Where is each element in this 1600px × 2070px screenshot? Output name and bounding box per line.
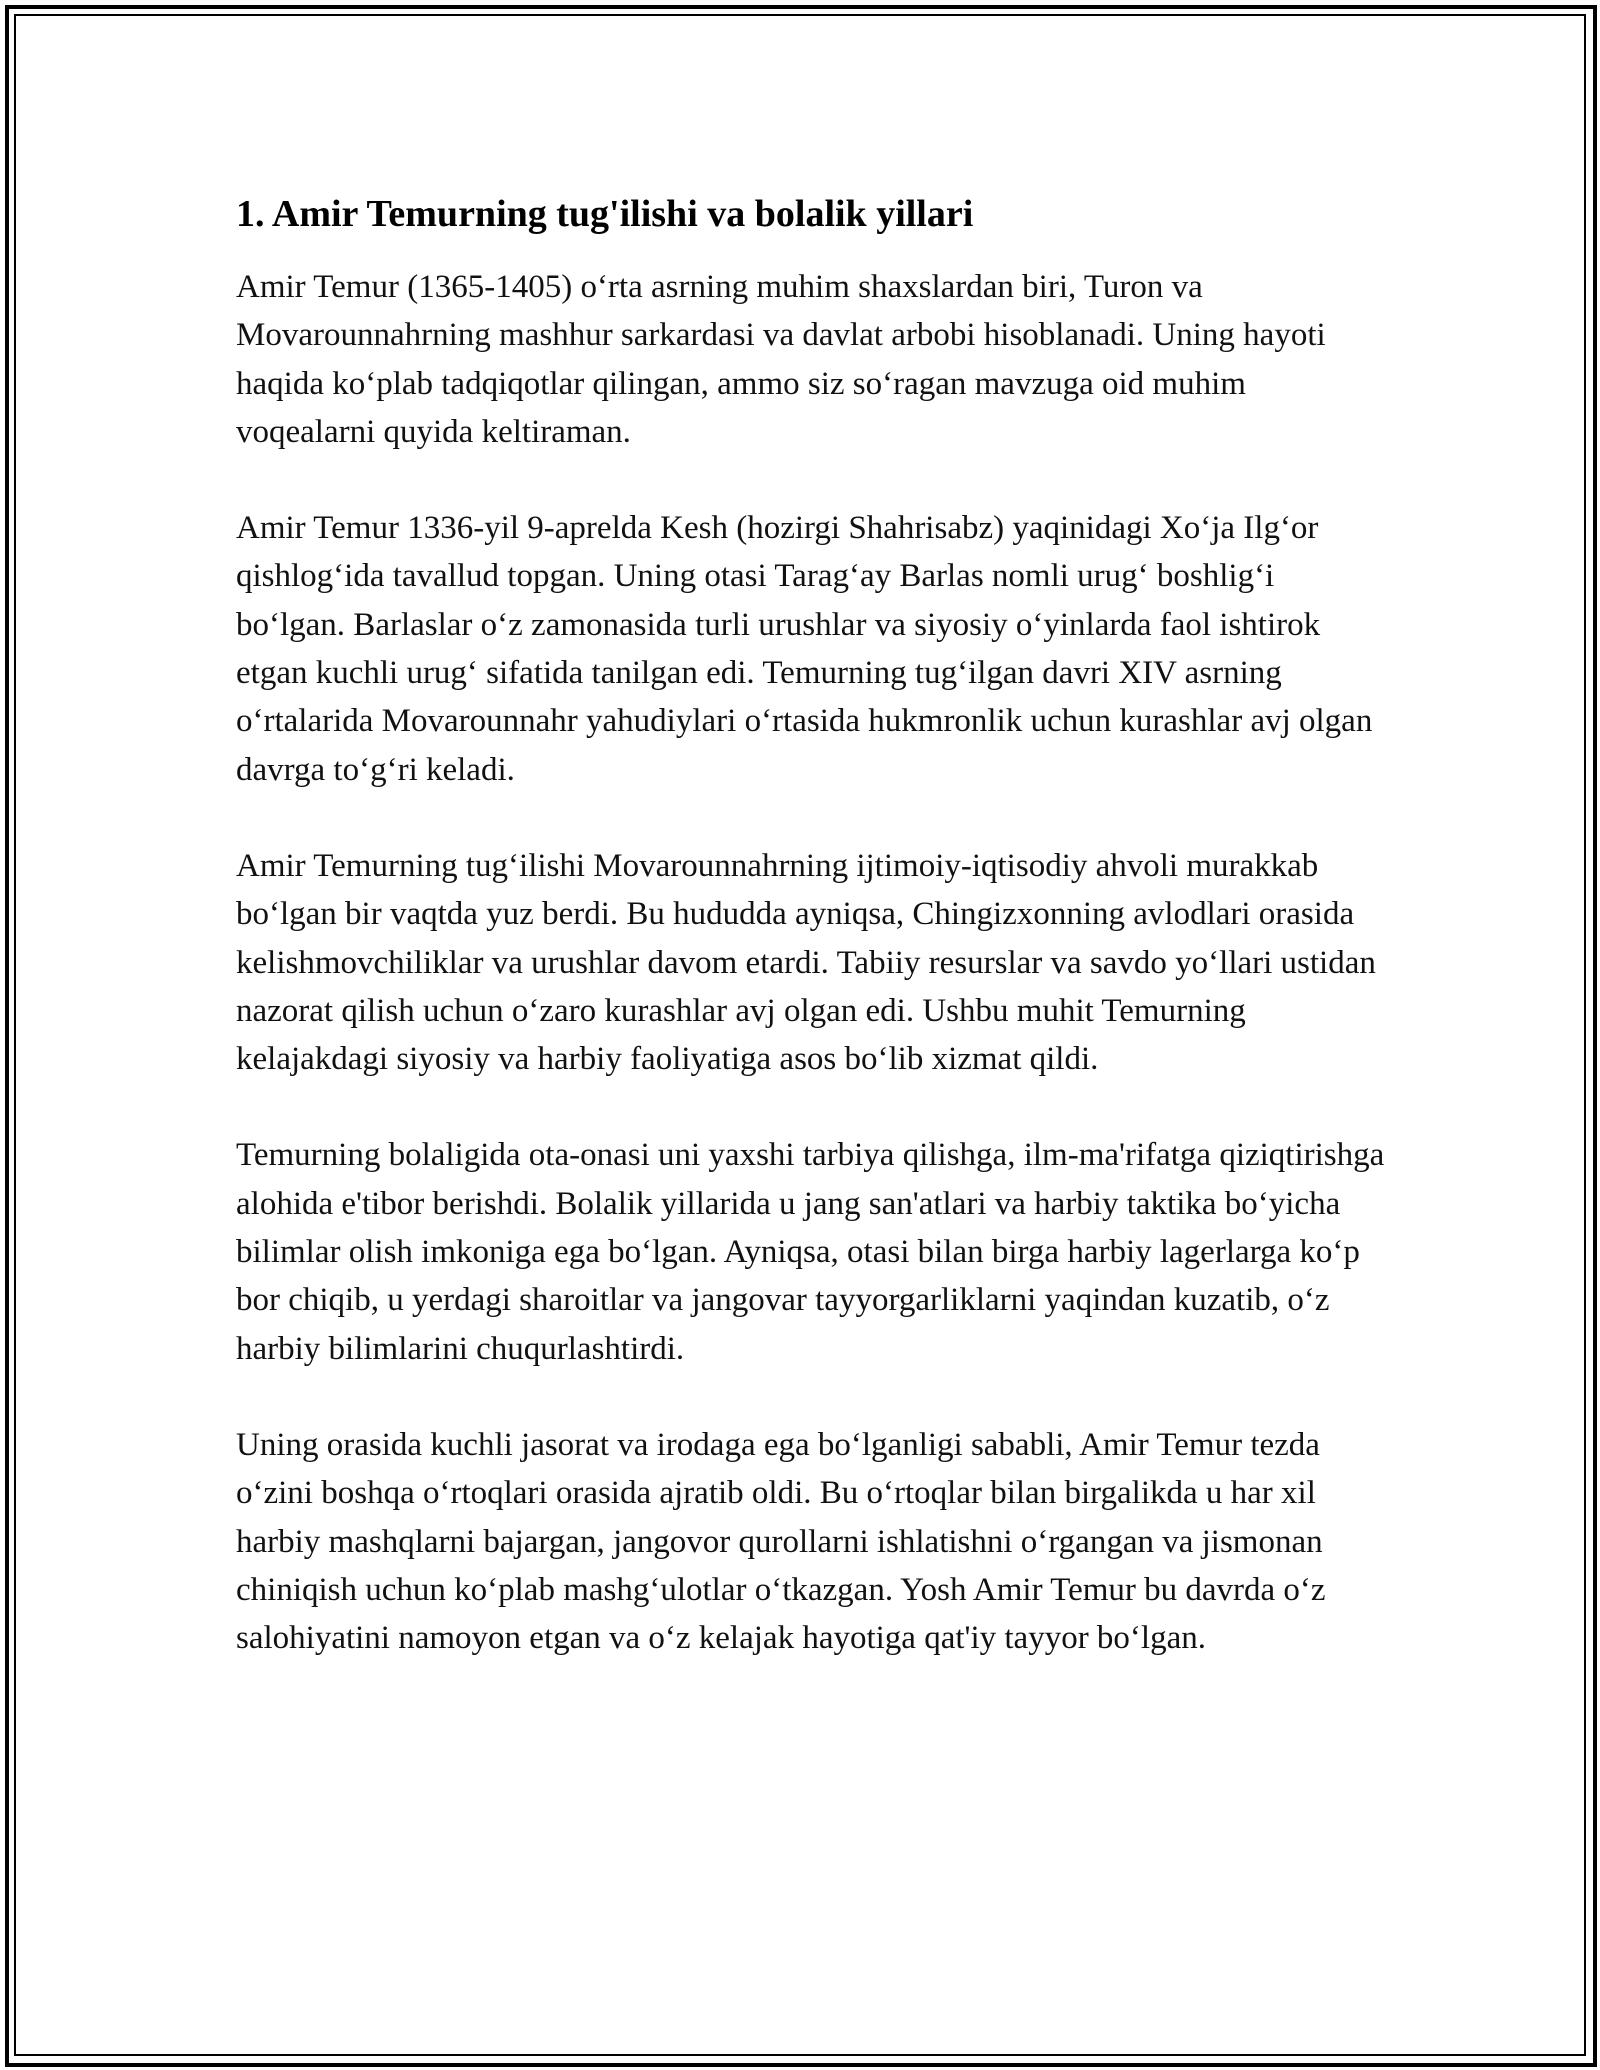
paragraph-intro: Amir Temur (1365-1405) o‘rta asrning muhim shaxslardan biri, Turon va Movarounnahrning mashhur sarkardasi va davlat arbobi hisoblanadi. Uning hayoti haqida ko‘plab tadqiqotlar qilingan, ammo siz so‘ragan mavzuga oid muhim voqealarni quyida keltiraman. — [236, 269, 1326, 450]
section-heading: 1. Amir Temurning tug'ilishi va bolalik yillari — [236, 193, 974, 235]
paragraph-context: Amir Temurning tug‘ilishi Movarounnahrning ijtimoiy-iqtisodiy ahvoli murakkab bo‘lgan bir vaqtda yuz berdi. Bu hududda ayniqsa, Chingizxonning avlodlari orasida kelishmovchiliklar va urushlar davom etardi. Tabiiy resurslar va savdo yo‘llari ustidan nazorat qilish uchun o‘zaro kurashlar avj olgan edi. Ushbu muhit Temurning kelajakdagi siyosiy va harbiy faoliyatiga asos bo‘lib xizmat qildi. — [236, 847, 1376, 1078]
paragraph-childhood: Temurning bolaligida ota-onasi uni yaxshi tarbiya qilishga, ilm-ma'rifatga qiziqtirishga alohida e'tibor berishdi. Bolalik yillarida u jang san'atlari va harbiy taktika bo‘yicha bilimlar olish imkoniga ega bo‘lgan. Ayniqsa, otasi bilan birga harbiy lagerlarga ko‘p bor chiqib, u yerdagi sharoitlar va jangovar tayyorgarliklarni yaqindan kuzatib, o‘z harbiy bilimlarini chuqurlashtirdi. — [236, 1137, 1385, 1367]
document-body — [236, 185, 1386, 1710]
paragraph-birth: Amir Temur 1336-yil 9-aprelda Kesh (hozirgi Shahrisabz) yaqinidagi Xo‘ja Ilg‘or qishlog‘ida tavallud topgan. Uning otasi Tarag‘ay Barlas nomli urug‘ boshlig‘i bo‘lgan. Barlaslar o‘z zamonasida turli urushlar va siyosiy o‘yinlarda faol ishtirok etgan kuchli urug‘ sifatida tanilgan edi. Temurning tug‘ilgan davri XIV asrning o‘rtalarida Movarounnahr yahudiylari o‘rtasida hukmronlik uchun kurashlar avj olgan davrga to‘g‘ri keladi. — [236, 510, 1373, 788]
paragraph-youth: Uning orasida kuchli jasorat va irodaga ega bo‘lganligi sababli, Amir Temur tezda o‘zini boshqa o‘rtoqlari orasida ajratib oldi. Bu o‘rtoqlar bilan birgalikda u har xil harbiy mashqlarni bajargan, jangovor qurollarni ishlatishni o‘rgangan va jismonan chiniqish uchun ko‘plab mashg‘ulotlar o‘tkazgan. Yosh Amir Temur bu davrda o‘z salohiyatini namoyon etgan va o‘z kelajak hayotiga qat'iy tayyor bo‘lgan. — [236, 1426, 1326, 1657]
